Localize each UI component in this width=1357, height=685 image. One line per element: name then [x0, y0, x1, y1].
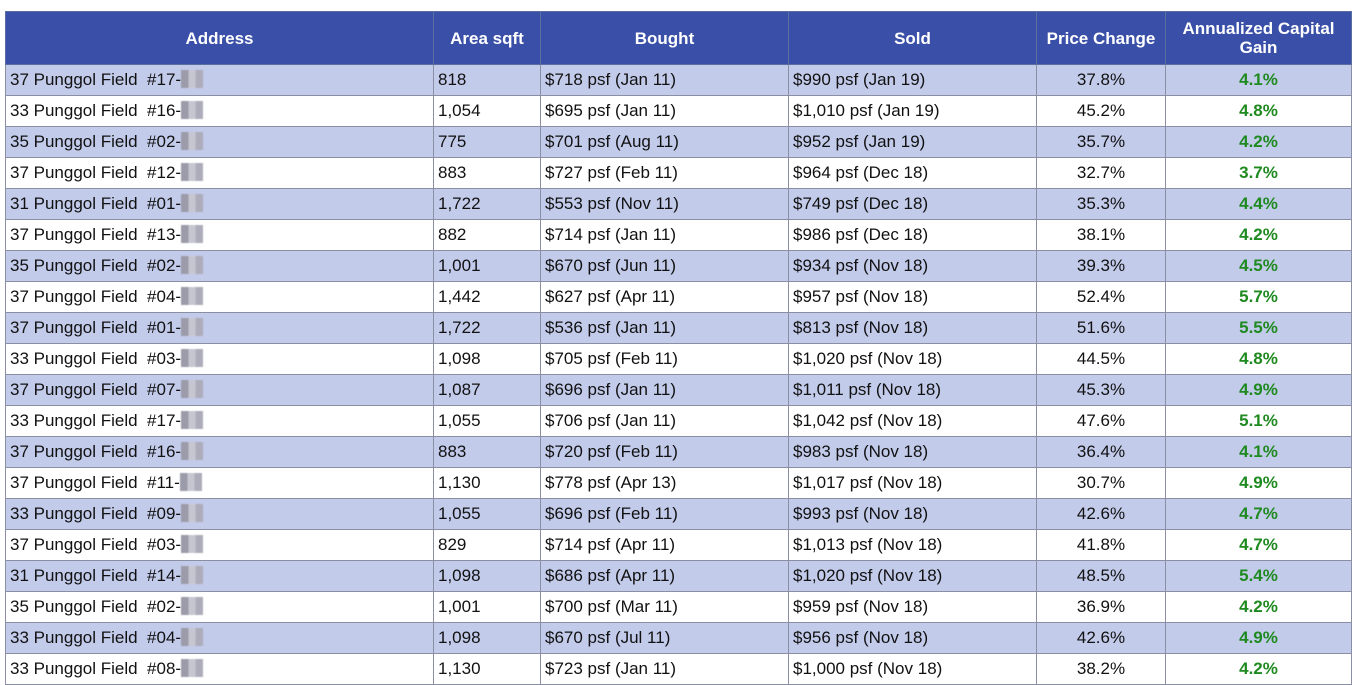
address-text: 31 Punggol Field #14-	[10, 566, 182, 585]
cell-annualized-gain: 4.2%	[1166, 220, 1352, 251]
cell-annualized-gain: 4.2%	[1166, 127, 1352, 158]
cell-annualized-gain: 4.7%	[1166, 530, 1352, 561]
table-body	[6, 65, 1352, 685]
cell-area: 1,130	[434, 468, 541, 499]
redacted-unit-number	[181, 535, 203, 553]
cell-annualized-gain: 5.4%	[1166, 561, 1352, 592]
cell-area: 775	[434, 127, 541, 158]
cell-address	[6, 468, 434, 499]
header-sold: Sold	[789, 12, 1037, 65]
cell-price-change: 48.5%	[1037, 561, 1166, 592]
address-text: 33 Punggol Field #08-	[10, 659, 182, 678]
cell-bought: $696 psf (Feb 11)	[541, 499, 789, 530]
cell-sold: $1,020 psf (Nov 18)	[789, 344, 1037, 375]
cell-bought: $536 psf (Jan 11)	[541, 313, 789, 344]
cell-sold: $1,000 psf (Nov 18)	[789, 654, 1037, 685]
cell-address	[6, 189, 434, 220]
cell-address	[6, 623, 434, 654]
redacted-unit-number	[181, 70, 203, 88]
table-row	[6, 530, 1352, 561]
cell-address	[6, 344, 434, 375]
cell-price-change: 39.3%	[1037, 251, 1166, 282]
redacted-unit-number	[181, 597, 203, 615]
cell-bought: $695 psf (Jan 11)	[541, 96, 789, 127]
cell-address	[6, 654, 434, 685]
table-header	[6, 12, 1352, 65]
cell-area: 1,087	[434, 375, 541, 406]
cell-area: 1,098	[434, 623, 541, 654]
cell-area: 1,722	[434, 313, 541, 344]
cell-price-change: 45.2%	[1037, 96, 1166, 127]
header-annualized-gain: Annualized Capital Gain	[1166, 12, 1352, 65]
cell-price-change: 38.2%	[1037, 654, 1166, 685]
cell-area: 1,098	[434, 344, 541, 375]
header-price-change: Price Change	[1037, 12, 1166, 65]
cell-sold: $749 psf (Dec 18)	[789, 189, 1037, 220]
cell-sold: $1,042 psf (Nov 18)	[789, 406, 1037, 437]
cell-address	[6, 251, 434, 282]
cell-area: 1,001	[434, 592, 541, 623]
cell-address	[6, 127, 434, 158]
address-text: 33 Punggol Field #09-	[10, 504, 182, 523]
cell-price-change: 44.5%	[1037, 344, 1166, 375]
cell-sold: $964 psf (Dec 18)	[789, 158, 1037, 189]
address-text: 33 Punggol Field #03-	[10, 349, 182, 368]
cell-area: 1,001	[434, 251, 541, 282]
cell-annualized-gain: 4.2%	[1166, 654, 1352, 685]
redacted-unit-number	[181, 318, 203, 336]
cell-sold: $1,020 psf (Nov 18)	[789, 561, 1037, 592]
header-bought: Bought	[541, 12, 789, 65]
address-text: 37 Punggol Field #16-	[10, 442, 182, 461]
cell-sold: $1,013 psf (Nov 18)	[789, 530, 1037, 561]
cell-bought: $706 psf (Jan 11)	[541, 406, 789, 437]
cell-price-change: 51.6%	[1037, 313, 1166, 344]
cell-sold: $952 psf (Jan 19)	[789, 127, 1037, 158]
cell-price-change: 36.9%	[1037, 592, 1166, 623]
table-row	[6, 468, 1352, 499]
redacted-unit-number	[181, 566, 203, 584]
cell-price-change: 35.3%	[1037, 189, 1166, 220]
cell-bought: $714 psf (Jan 11)	[541, 220, 789, 251]
cell-address	[6, 499, 434, 530]
address-text: 35 Punggol Field #02-	[10, 132, 182, 151]
address-text: 35 Punggol Field #02-	[10, 597, 182, 616]
cell-address	[6, 406, 434, 437]
cell-bought: $670 psf (Jul 11)	[541, 623, 789, 654]
cell-annualized-gain: 4.5%	[1166, 251, 1352, 282]
cell-bought: $670 psf (Jun 11)	[541, 251, 789, 282]
cell-bought: $701 psf (Aug 11)	[541, 127, 789, 158]
address-text: 33 Punggol Field #16-	[10, 101, 182, 120]
header-address: Address	[6, 12, 434, 65]
cell-area: 1,055	[434, 499, 541, 530]
table-row	[6, 96, 1352, 127]
cell-area: 1,055	[434, 406, 541, 437]
address-text: 37 Punggol Field #07-	[10, 380, 182, 399]
cell-sold: $986 psf (Dec 18)	[789, 220, 1037, 251]
cell-price-change: 36.4%	[1037, 437, 1166, 468]
table-row	[6, 561, 1352, 592]
redacted-unit-number	[180, 473, 202, 491]
cell-bought: $714 psf (Apr 11)	[541, 530, 789, 561]
cell-address	[6, 375, 434, 406]
redacted-unit-number	[181, 349, 203, 367]
redacted-unit-number	[181, 659, 203, 677]
table-row	[6, 499, 1352, 530]
address-text: 37 Punggol Field #01-	[10, 318, 182, 337]
address-text: 37 Punggol Field #11-	[10, 473, 180, 492]
cell-price-change: 42.6%	[1037, 499, 1166, 530]
redacted-unit-number	[181, 504, 203, 522]
cell-bought: $553 psf (Nov 11)	[541, 189, 789, 220]
cell-address	[6, 65, 434, 96]
cell-annualized-gain: 4.1%	[1166, 65, 1352, 96]
cell-annualized-gain: 5.1%	[1166, 406, 1352, 437]
cell-sold: $957 psf (Nov 18)	[789, 282, 1037, 313]
header-area: Area sqft	[434, 12, 541, 65]
redacted-unit-number	[181, 256, 203, 274]
cell-price-change: 41.8%	[1037, 530, 1166, 561]
redacted-unit-number	[181, 380, 203, 398]
table-row	[6, 375, 1352, 406]
address-text: 31 Punggol Field #01-	[10, 194, 182, 213]
cell-price-change: 30.7%	[1037, 468, 1166, 499]
cell-area: 883	[434, 158, 541, 189]
cell-area: 883	[434, 437, 541, 468]
cell-address	[6, 592, 434, 623]
table-row	[6, 65, 1352, 96]
cell-bought: $700 psf (Mar 11)	[541, 592, 789, 623]
redacted-unit-number	[181, 442, 203, 460]
address-text: 37 Punggol Field #12-	[10, 163, 182, 182]
cell-annualized-gain: 5.5%	[1166, 313, 1352, 344]
cell-annualized-gain: 4.1%	[1166, 437, 1352, 468]
cell-price-change: 35.7%	[1037, 127, 1166, 158]
cell-annualized-gain: 3.7%	[1166, 158, 1352, 189]
redacted-unit-number	[181, 225, 203, 243]
cell-sold: $1,017 psf (Nov 18)	[789, 468, 1037, 499]
table-row	[6, 437, 1352, 468]
table-row	[6, 406, 1352, 437]
table-row	[6, 220, 1352, 251]
transactions-table-container	[5, 11, 1351, 685]
address-text: 37 Punggol Field #13-	[10, 225, 182, 244]
cell-bought: $718 psf (Jan 11)	[541, 65, 789, 96]
address-text: 37 Punggol Field #03-	[10, 535, 182, 554]
cell-annualized-gain: 4.9%	[1166, 375, 1352, 406]
address-text: 37 Punggol Field #17-	[10, 70, 182, 89]
cell-annualized-gain: 5.7%	[1166, 282, 1352, 313]
address-text: 33 Punggol Field #04-	[10, 628, 182, 647]
cell-sold: $956 psf (Nov 18)	[789, 623, 1037, 654]
table-row	[6, 282, 1352, 313]
cell-sold: $1,011 psf (Nov 18)	[789, 375, 1037, 406]
cell-annualized-gain: 4.8%	[1166, 96, 1352, 127]
cell-sold: $993 psf (Nov 18)	[789, 499, 1037, 530]
cell-sold: $934 psf (Nov 18)	[789, 251, 1037, 282]
redacted-unit-number	[181, 101, 203, 119]
table-row	[6, 251, 1352, 282]
cell-annualized-gain: 4.9%	[1166, 623, 1352, 654]
cell-address	[6, 220, 434, 251]
cell-price-change: 38.1%	[1037, 220, 1166, 251]
cell-bought: $686 psf (Apr 11)	[541, 561, 789, 592]
cell-annualized-gain: 4.9%	[1166, 468, 1352, 499]
cell-bought: $705 psf (Feb 11)	[541, 344, 789, 375]
cell-bought: $627 psf (Apr 11)	[541, 282, 789, 313]
cell-area: 1,722	[434, 189, 541, 220]
cell-address	[6, 96, 434, 127]
table-row	[6, 158, 1352, 189]
address-text: 37 Punggol Field #04-	[10, 287, 182, 306]
cell-bought: $720 psf (Feb 11)	[541, 437, 789, 468]
redacted-unit-number	[181, 411, 203, 429]
cell-price-change: 47.6%	[1037, 406, 1166, 437]
table-row	[6, 127, 1352, 158]
redacted-unit-number	[181, 194, 203, 212]
cell-area: 1,442	[434, 282, 541, 313]
cell-bought: $723 psf (Jan 11)	[541, 654, 789, 685]
cell-area: 818	[434, 65, 541, 96]
cell-price-change: 37.8%	[1037, 65, 1166, 96]
cell-bought: $727 psf (Feb 11)	[541, 158, 789, 189]
cell-address	[6, 437, 434, 468]
redacted-unit-number	[181, 628, 203, 646]
cell-area: 1,098	[434, 561, 541, 592]
cell-price-change: 32.7%	[1037, 158, 1166, 189]
cell-address	[6, 313, 434, 344]
cell-annualized-gain: 4.8%	[1166, 344, 1352, 375]
header-row	[6, 12, 1352, 65]
redacted-unit-number	[181, 163, 203, 181]
cell-area: 882	[434, 220, 541, 251]
cell-annualized-gain: 4.2%	[1166, 592, 1352, 623]
address-text: 35 Punggol Field #02-	[10, 256, 182, 275]
address-text: 33 Punggol Field #17-	[10, 411, 182, 430]
table-row	[6, 592, 1352, 623]
cell-address	[6, 158, 434, 189]
cell-bought: $778 psf (Apr 13)	[541, 468, 789, 499]
redacted-unit-number	[181, 287, 203, 305]
table-row	[6, 189, 1352, 220]
cell-bought: $696 psf (Jan 11)	[541, 375, 789, 406]
table-row	[6, 654, 1352, 685]
cell-address	[6, 530, 434, 561]
cell-area: 1,130	[434, 654, 541, 685]
table-row	[6, 623, 1352, 654]
cell-sold: $983 psf (Nov 18)	[789, 437, 1037, 468]
redacted-unit-number	[181, 132, 203, 150]
cell-address	[6, 282, 434, 313]
cell-area: 829	[434, 530, 541, 561]
table-row	[6, 344, 1352, 375]
cell-sold: $990 psf (Jan 19)	[789, 65, 1037, 96]
transactions-table	[5, 11, 1352, 685]
table-row	[6, 313, 1352, 344]
cell-sold: $813 psf (Nov 18)	[789, 313, 1037, 344]
cell-address	[6, 561, 434, 592]
cell-annualized-gain: 4.4%	[1166, 189, 1352, 220]
cell-price-change: 42.6%	[1037, 623, 1166, 654]
cell-annualized-gain: 4.7%	[1166, 499, 1352, 530]
cell-sold: $959 psf (Nov 18)	[789, 592, 1037, 623]
cell-area: 1,054	[434, 96, 541, 127]
cell-sold: $1,010 psf (Jan 19)	[789, 96, 1037, 127]
cell-price-change: 52.4%	[1037, 282, 1166, 313]
cell-price-change: 45.3%	[1037, 375, 1166, 406]
